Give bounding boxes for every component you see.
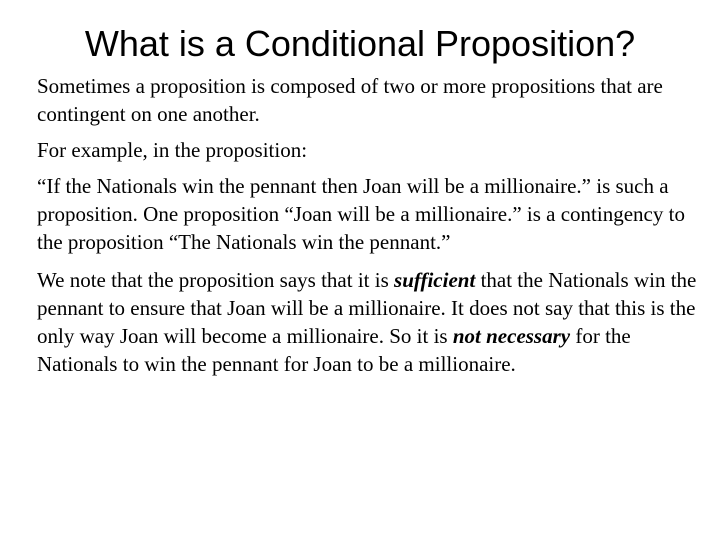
paragraph-example: “If the Nationals win the pennant then Joan will be a millionaire.” is such a proposition. One proposition “Joan will be a millionaire.” is a contingency to the proposition “The Nationals win the pennant.” <box>37 174 685 254</box>
conclusion-text-3: for the Nationals to win the pennant for Joan to be a millionaire. <box>37 324 631 376</box>
emphasis-sufficient: sufficient <box>394 268 476 292</box>
slide-body <box>37 72 697 388</box>
slide-title: What is a Conditional Proposition? <box>84 23 636 64</box>
conclusion-text-2: that the Nationals win the pennant to ensure that Joan will be a millionaire. It does not say that this is the only way Joan will become a millionaire. So it is <box>37 268 697 348</box>
paragraph-intro: Sometimes a proposition is composed of two or more propositions that are contingent on one another. <box>37 74 663 126</box>
emphasis-not-necessary: not necessary <box>452 324 571 348</box>
paragraph-example-lead: For example, in the proposition: <box>37 138 308 162</box>
paragraph-conclusion <box>37 266 697 378</box>
conclusion-text-1: We note that the proposition says that it is <box>37 268 395 292</box>
